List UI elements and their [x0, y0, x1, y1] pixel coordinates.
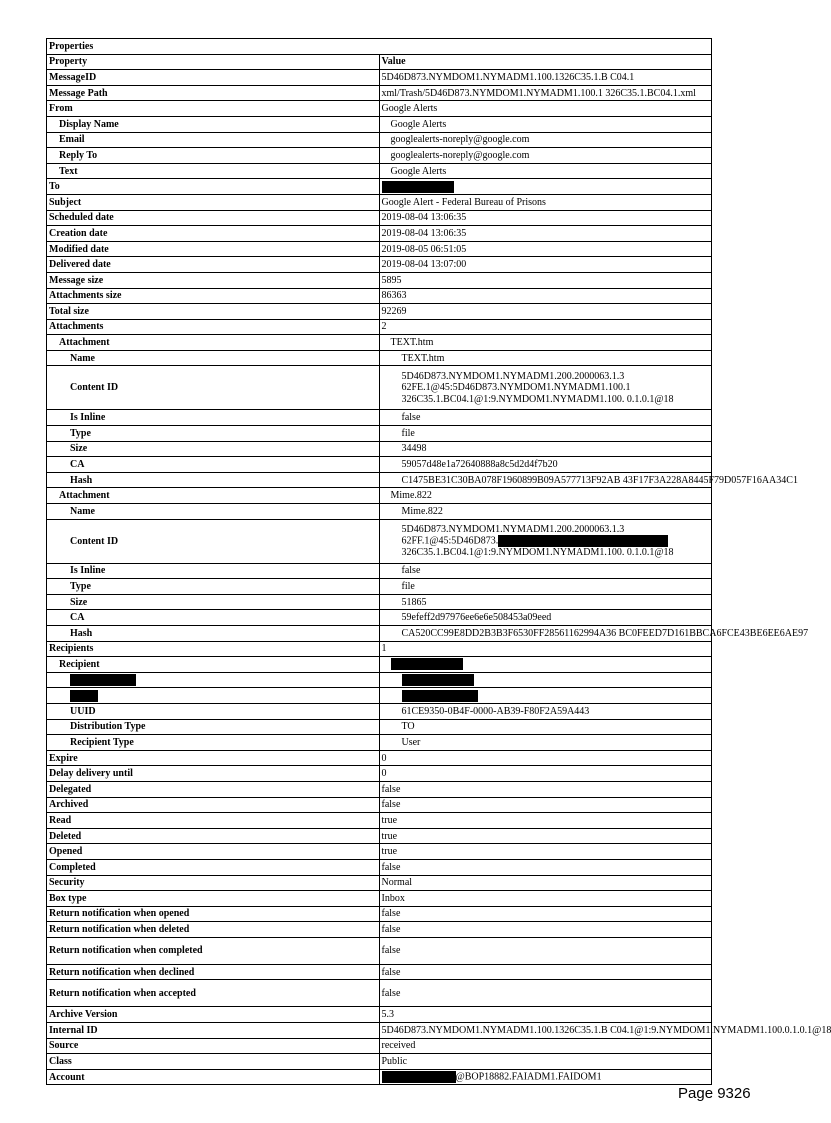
- property-value: [379, 1007, 712, 1023]
- property-row-distribution-type: [47, 719, 712, 735]
- property-key: Scheduled date: [47, 210, 380, 226]
- property-row-total-size: [47, 304, 712, 320]
- property-key: Reply To: [47, 148, 380, 164]
- property-row-recipients: [47, 641, 712, 657]
- property-value: [379, 472, 798, 488]
- property-key: Is Inline: [47, 563, 380, 579]
- property-row-archive-version: [47, 1007, 712, 1023]
- property-row-modified-date: [47, 241, 712, 257]
- value-text: Google Alerts: [381, 103, 438, 115]
- value-text: Google Alerts: [390, 165, 447, 177]
- property-value: [379, 426, 712, 442]
- property-row-source: [47, 1038, 712, 1054]
- property-key: Completed: [47, 859, 380, 875]
- property-value: [379, 906, 712, 922]
- property-value: [379, 766, 712, 782]
- value-text: Normal: [381, 877, 413, 889]
- value-text: false: [381, 861, 401, 873]
- properties-table: [46, 38, 831, 1085]
- property-row-type: [47, 579, 712, 595]
- property-row-delivered-date: [47, 257, 712, 273]
- property-value: [379, 610, 712, 626]
- value-line-text: 5D46D873.NYMDOM1.NYMADM1.200.2000063.1.3: [401, 370, 625, 382]
- property-value: [379, 703, 712, 719]
- property-row-uuid: [47, 703, 712, 719]
- value-text: User: [401, 736, 421, 748]
- property-key: UUID: [47, 703, 380, 719]
- property-value: [379, 488, 712, 504]
- value-text: xml/Trash/5D46D873.NYMDOM1.NYMADM1.100.1 326C35.1.BC04.1.xml: [381, 87, 696, 99]
- property-row-attachments-size: [47, 288, 712, 304]
- property-key: Archived: [47, 797, 380, 813]
- property-row-size: [47, 594, 712, 610]
- property-value: [379, 335, 712, 351]
- property-row-name: [47, 504, 712, 520]
- property-row-return-notification-when-declined: [47, 964, 712, 980]
- property-value: [379, 859, 712, 875]
- property-value: [379, 304, 712, 320]
- property-row-scheduled-date: [47, 210, 712, 226]
- property-value: [379, 688, 712, 704]
- property-key: To: [47, 179, 380, 195]
- table-title: Properties: [47, 39, 712, 55]
- property-value: [379, 563, 712, 579]
- header-value: Value: [379, 54, 712, 70]
- property-value: [379, 366, 712, 410]
- value-line-text: 326C35.1.BC04.1@1:9.NYMDOM1.NYMADM1.100. 0.1.0.1@18: [401, 547, 674, 559]
- value-text: 34498: [401, 443, 427, 455]
- property-key: Recipient Type: [47, 735, 380, 751]
- property-key: Internal ID: [47, 1023, 380, 1039]
- property-key: Delivered date: [47, 257, 380, 273]
- value-text: 2019-08-04 13:07:00: [381, 259, 467, 271]
- property-row-attachment: [47, 335, 712, 351]
- value-text: false: [401, 412, 421, 424]
- header-row: [47, 54, 712, 70]
- property-value: [379, 964, 712, 980]
- property-row-email: [47, 132, 712, 148]
- property-row-display-name: [47, 116, 712, 132]
- property-key: MessageID: [47, 70, 380, 86]
- property-key: Return notification when opened: [47, 906, 380, 922]
- property-key: Attachment: [47, 335, 380, 351]
- property-key: Opened: [47, 844, 380, 860]
- value-line-text: 5D46D873.NYMDOM1.NYMADM1.200.2000063.1.3: [401, 523, 625, 535]
- value-text: 2: [381, 321, 387, 333]
- property-value: [379, 519, 712, 563]
- property-row-hash: [47, 472, 712, 488]
- property-value: [379, 828, 712, 844]
- property-value: [379, 781, 712, 797]
- property-value: [379, 163, 712, 179]
- property-row-box-type: [47, 891, 712, 907]
- redaction-box: [70, 674, 136, 686]
- property-row-security: [47, 875, 712, 891]
- property-row-delegated: [47, 781, 712, 797]
- value-text: C1475BE31C30BA078F1960899B09A577713F92AB 43F17F3A228A8445F79D057F16AA34C1: [401, 474, 798, 486]
- property-key: Name: [47, 350, 380, 366]
- property-value: [379, 657, 712, 673]
- property-key: CA: [47, 610, 380, 626]
- property-key: Name: [47, 504, 380, 520]
- property-row-read: [47, 813, 712, 829]
- property-key: Type: [47, 426, 380, 442]
- property-value: [379, 1038, 712, 1054]
- property-key: Recipients: [47, 641, 380, 657]
- property-key: Display Name: [47, 116, 380, 132]
- redaction-box: [391, 658, 463, 670]
- value-text: 5D46D873.NYMDOM1.NYMADM1.100.1326C35.1.B C04.1@1:9.NYMDOM1.NYMADM1.100.0.1.0.1@18: [381, 1024, 831, 1036]
- property-key: Message Path: [47, 85, 380, 101]
- property-value: [379, 116, 712, 132]
- property-key: Is Inline: [47, 410, 380, 426]
- property-value: [379, 641, 712, 657]
- property-row-text: [47, 163, 712, 179]
- property-key: Text: [47, 163, 380, 179]
- value-text: 59efeff2d97976ee6e6e508453a09eed: [401, 612, 552, 624]
- property-key: Type: [47, 579, 380, 595]
- property-row-is-inline: [47, 563, 712, 579]
- property-key: Source: [47, 1038, 380, 1054]
- property-key: Content ID: [47, 519, 380, 563]
- property-key: Class: [47, 1054, 380, 1070]
- value-text: true: [381, 830, 398, 842]
- property-value: [379, 85, 712, 101]
- property-key: [47, 688, 380, 704]
- value-line-text: 62FF.1@45:5D46D873.: [401, 535, 499, 547]
- property-row-return-notification-when-opened: [47, 906, 712, 922]
- property-value: [379, 319, 712, 335]
- property-row-archived: [47, 797, 712, 813]
- property-value: [379, 226, 712, 242]
- value-text: false: [381, 987, 401, 999]
- property-value: [379, 194, 712, 210]
- property-key: Recipient: [47, 657, 380, 673]
- property-value: [379, 241, 712, 257]
- property-row-recipient: [47, 657, 712, 673]
- property-row-return-notification-when-completed: [47, 937, 712, 964]
- property-row-reply-to: [47, 148, 712, 164]
- value-text: received: [381, 1040, 416, 1052]
- property-key: Box type: [47, 891, 380, 907]
- property-value: [379, 891, 712, 907]
- value-text: 0: [381, 752, 387, 764]
- value-text: Google Alert - Federal Bureau of Prisons: [381, 196, 546, 208]
- property-row-subject: [47, 194, 712, 210]
- property-value: [379, 797, 712, 813]
- value-text: TEXT.htm: [390, 337, 434, 349]
- property-value: [379, 350, 712, 366]
- value-text: 5D46D873.NYMDOM1.NYMADM1.100.1326C35.1.B C04.1: [381, 71, 635, 83]
- value-line-text: 62FE.1@45:5D46D873.NYMDOM1.NYMADM1.100.1: [401, 382, 631, 394]
- property-key: Account: [47, 1069, 380, 1085]
- value-line-text: 326C35.1.BC04.1@1:9.NYMDOM1.NYMADM1.100. 0.1.0.1@18: [401, 393, 674, 405]
- property-value: [379, 594, 712, 610]
- property-value: [379, 937, 712, 964]
- property-key: Subject: [47, 194, 380, 210]
- property-key: Content ID: [47, 366, 380, 410]
- value-text: 5895: [381, 274, 402, 286]
- property-key: Delegated: [47, 781, 380, 797]
- value-line: [402, 394, 710, 406]
- property-value: [379, 441, 712, 457]
- property-key: Size: [47, 441, 380, 457]
- redaction-box: [382, 181, 454, 193]
- redaction-box: [498, 535, 668, 547]
- value-text: file: [401, 427, 415, 439]
- value-text: false: [381, 966, 401, 978]
- value-text: googlealerts-noreply@google.com: [390, 134, 530, 146]
- page-number: Page 9326: [678, 1085, 751, 1102]
- property-key: Deleted: [47, 828, 380, 844]
- property-value: [379, 101, 712, 117]
- redaction-box: [402, 690, 478, 702]
- value-text: false: [401, 565, 421, 577]
- property-row-size: [47, 441, 712, 457]
- value-text: true: [381, 814, 398, 826]
- property-key: Return notification when declined: [47, 964, 380, 980]
- property-row-creation-date: [47, 226, 712, 242]
- property-key: Email: [47, 132, 380, 148]
- value-text: 2019-08-05 06:51:05: [381, 243, 467, 255]
- property-row-completed: [47, 859, 712, 875]
- property-key: Message size: [47, 272, 380, 288]
- property-row-ca: [47, 457, 712, 473]
- property-value: [379, 735, 712, 751]
- property-row-is-inline: [47, 410, 712, 426]
- value-text: Inbox: [381, 892, 405, 904]
- property-value: [379, 579, 712, 595]
- property-value: [379, 272, 712, 288]
- property-key: Attachments: [47, 319, 380, 335]
- property-row-ca: [47, 610, 712, 626]
- property-key: From: [47, 101, 380, 117]
- redaction-box: [70, 690, 98, 702]
- property-value: [379, 410, 712, 426]
- value-text: Public: [381, 1056, 408, 1068]
- property-row-opened: [47, 844, 712, 860]
- value-text: TEXT.htm: [401, 352, 445, 364]
- property-row-attachment: [47, 488, 712, 504]
- property-key: CA: [47, 457, 380, 473]
- property-key: Attachment: [47, 488, 380, 504]
- value-text: CA520CC99E8DD2B3B3F6530FF28561162994A36 BC0FEED7D161BBCA6FCE43BE6EE6AE97: [401, 627, 809, 639]
- redaction-box: [402, 674, 474, 686]
- value-text: file: [401, 581, 415, 593]
- property-row-content-id: [47, 519, 712, 563]
- property-key: Return notification when accepted: [47, 980, 380, 1007]
- property-key: Total size: [47, 304, 380, 320]
- property-key: Hash: [47, 626, 380, 642]
- value-line: [402, 547, 710, 559]
- value-text: 51865: [401, 596, 427, 608]
- property-key: Return notification when completed: [47, 937, 380, 964]
- property-value: [379, 980, 712, 1007]
- value-line: [402, 382, 710, 394]
- property-key: Delay delivery until: [47, 766, 380, 782]
- property-row-redacted: [47, 672, 712, 688]
- property-row-internal-id: [47, 1023, 712, 1039]
- property-value: [379, 70, 712, 86]
- value-text: 92269: [381, 305, 407, 317]
- property-key: Read: [47, 813, 380, 829]
- property-row-delay-delivery-until: [47, 766, 712, 782]
- property-row-message-size: [47, 272, 712, 288]
- value-line: [402, 524, 710, 536]
- property-row-deleted: [47, 828, 712, 844]
- title-row: [47, 39, 712, 55]
- property-key: Size: [47, 594, 380, 610]
- value-line: [402, 535, 710, 547]
- redaction-box: [382, 1071, 456, 1083]
- value-text: googlealerts-noreply@google.com: [390, 149, 530, 161]
- property-value: [379, 210, 712, 226]
- property-key: Hash: [47, 472, 380, 488]
- property-value: [379, 813, 712, 829]
- property-value: [379, 1054, 712, 1070]
- property-key: Creation date: [47, 226, 380, 242]
- property-value: [379, 922, 712, 938]
- property-row-return-notification-when-deleted: [47, 922, 712, 938]
- value-text: false: [381, 908, 401, 920]
- property-row-to: [47, 179, 712, 195]
- property-value: [379, 672, 712, 688]
- property-value: [379, 875, 712, 891]
- property-key: Archive Version: [47, 1007, 380, 1023]
- property-value: [379, 148, 712, 164]
- property-row-message-path: [47, 85, 712, 101]
- property-row-class: [47, 1054, 712, 1070]
- value-text: 2019-08-04 13:06:35: [381, 212, 467, 224]
- property-value: [379, 719, 712, 735]
- value-text: 59057d48e1a72640888a8c5d2d4f7b20: [401, 459, 558, 471]
- property-key: Return notification when deleted: [47, 922, 380, 938]
- property-value: [379, 750, 712, 766]
- property-value: [379, 132, 712, 148]
- property-row-content-id: [47, 366, 712, 410]
- value-text: TO: [401, 721, 415, 733]
- value-text: 2019-08-04 13:06:35: [381, 227, 467, 239]
- value-text: Google Alerts: [390, 118, 447, 130]
- property-key: Distribution Type: [47, 719, 380, 735]
- value-text: true: [381, 846, 398, 858]
- property-value: [379, 844, 712, 860]
- property-row-recipient-type: [47, 735, 712, 751]
- property-key: Expire: [47, 750, 380, 766]
- property-value: [379, 1069, 712, 1085]
- value-text: 0: [381, 768, 387, 780]
- property-key: Security: [47, 875, 380, 891]
- property-value: [379, 1023, 831, 1039]
- value-text: Mime.822: [390, 490, 432, 502]
- property-row-account: [47, 1069, 712, 1085]
- value-text: 1: [381, 643, 387, 655]
- property-value: [379, 179, 712, 195]
- property-value: [379, 257, 712, 273]
- property-row-redacted: [47, 688, 712, 704]
- property-row-from: [47, 101, 712, 117]
- value-text: 61CE9350-0B4F-0000-AB39-F80F2A59A443: [401, 705, 590, 717]
- property-key: Modified date: [47, 241, 380, 257]
- value-text: @BOP18882.FAIADM1.FAIDOM1: [455, 1071, 602, 1083]
- value-text: 86363: [381, 290, 407, 302]
- property-value: [379, 626, 809, 642]
- property-row-name: [47, 350, 712, 366]
- property-value: [379, 457, 712, 473]
- property-row-messageid: [47, 70, 712, 86]
- value-text: false: [381, 924, 401, 936]
- value-text: false: [381, 799, 401, 811]
- property-key: [47, 672, 380, 688]
- property-row-expire: [47, 750, 712, 766]
- property-row-type: [47, 426, 712, 442]
- property-value: [379, 504, 712, 520]
- header-property: Property: [47, 54, 380, 70]
- property-value: [379, 288, 712, 304]
- property-row-hash: [47, 626, 712, 642]
- value-text: 5.3: [381, 1009, 394, 1021]
- property-row-return-notification-when-accepted: [47, 980, 712, 1007]
- value-text: false: [381, 945, 401, 957]
- value-line: [402, 371, 710, 383]
- property-row-attachments: [47, 319, 712, 335]
- property-key: Attachments size: [47, 288, 380, 304]
- value-text: Mime.822: [401, 505, 443, 517]
- value-text: false: [381, 783, 401, 795]
